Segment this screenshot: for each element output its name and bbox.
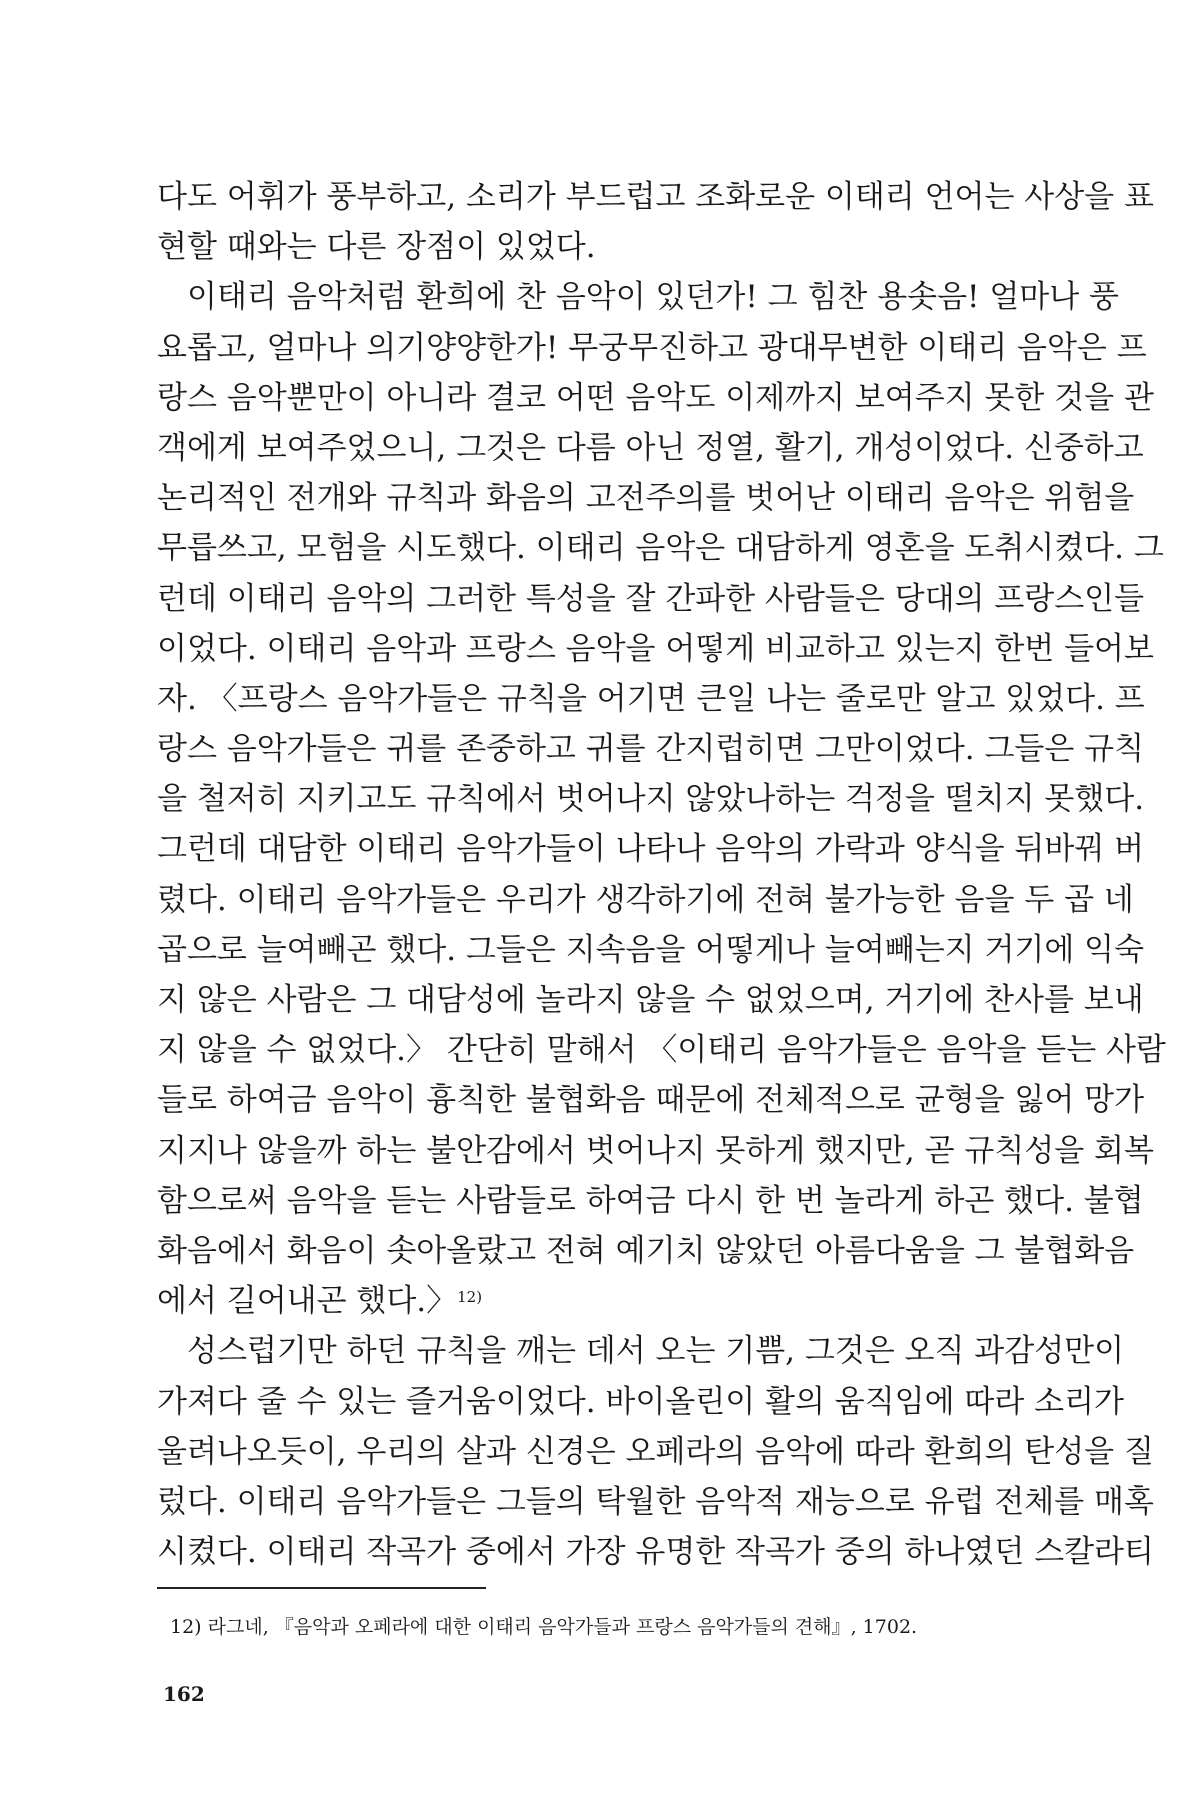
body-line: 요롭고, 얼마나 의기양양한가! 무궁무진하고 광대무변한 이태리 음악은 프	[157, 329, 1147, 366]
body-line: 시켰다. 이태리 작곡가 중에서 가장 유명한 작곡가 중의 하나였던 스칼라티	[157, 1534, 1154, 1571]
body-line: 지지나 않을까 하는 불안감에서 벗어나지 못하게 했지만, 곧 규칙성을 회복	[157, 1132, 1154, 1169]
footnote-rule	[157, 1587, 486, 1589]
paragraph-start-line: 성스럽기만 하던 규칙을 깨는 데서 오는 기쁨, 그것은 오직 과감성만이	[187, 1333, 1125, 1370]
body-line: 논리적인 전개와 규칙과 화음의 고전주의를 벗어난 이태리 음악은 위험을	[157, 480, 1135, 517]
body-line: 지 않을 수 없었다.〉 간단히 말해서 〈이태리 음악가들은 음악을 듣는 사람	[157, 1032, 1166, 1069]
body-line: 렸다. 이태리 음악가들은 우리가 생각하기에 전혀 불가능한 음을 두 곱 네	[157, 881, 1134, 918]
body-line: 울려나오듯이, 우리의 살과 신경은 오페라의 음악에 따라 환희의 탄성을 질	[157, 1433, 1154, 1470]
footnote-ref: 12)	[457, 1288, 483, 1307]
body-line: 지 않은 사람은 그 대담성에 놀라지 않을 수 없었으며, 거기에 찬사를 보내	[157, 982, 1144, 1018]
body-line: 다도 어휘가 풍부하고, 소리가 부드럽고 조화로운 이태리 언어는 사상을 표	[157, 179, 1154, 215]
body-line: 함으로써 음악을 듣는 사람들로 하여금 다시 한 번 놀라게 하곤 했다. 불협	[157, 1182, 1144, 1219]
body-line: 들로 하여금 음악이 흉칙한 불협화음 때문에 전체적으로 균형을 잃어 망가	[157, 1082, 1145, 1119]
body-line: 랑스 음악가들은 귀를 존중하고 귀를 간지럽히면 그만이었다. 그들은 규칙	[157, 731, 1145, 768]
body-line-with-footnote-ref	[157, 1276, 1037, 1326]
body-line: 현할 때와는 다른 장점이 있었다.	[157, 229, 596, 266]
body-line: 객에게 보여주었으니, 그것은 다름 아닌 정열, 활기, 개성이었다. 신중하고	[157, 429, 1144, 466]
body-line: 그런데 대담한 이태리 음악가들이 나타나 음악의 가락과 양식을 뒤바꿔 버	[157, 831, 1145, 868]
body-line: 을 철저히 지키고도 규칙에서 벗어나지 않았나하는 걱정을 떨치지 못했다.	[157, 781, 1145, 818]
body-line: 자. 〈프랑스 음악가들은 규칙을 어기면 큰일 나는 줄로만 알고 있었다. 프	[157, 680, 1145, 717]
paragraph-start-line: 이태리 음악처럼 환희에 찬 음악이 있던가! 그 힘찬 용솟음! 얼마나 풍	[187, 279, 1119, 316]
body-line: 곱으로 늘여빼곤 했다. 그들은 지속음을 어떻게나 늘여빼는지 거기에 익숙	[157, 931, 1145, 968]
body-line: 화음에서 화음이 솟아올랐고 전혀 예기치 않았던 아름다움을 그 불협화음	[157, 1232, 1135, 1269]
body-line: 이었다. 이태리 음악과 프랑스 음악을 어떻게 비교하고 있는지 한번 들어보	[157, 630, 1154, 667]
body-line: 가져다 줄 수 있는 즐거움이었다. 바이올린이 활의 움직임에 따라 소리가	[157, 1383, 1124, 1420]
footnote-text: 12) 라그네, 『음악과 오페라에 대한 이태리 음악가들과 프랑스 음악가들의 견해』, 1702.	[170, 1616, 918, 1638]
body-line: 랑스 음악뿐만이 아니라 결코 어떤 음악도 이제까지 보여주지 못한 것을 관	[157, 379, 1154, 416]
body-line: 런데 이태리 음악의 그러한 특성을 잘 간파한 사람들은 당대의 프랑스인들	[157, 580, 1145, 617]
page-number: 162	[163, 1682, 205, 1706]
body-line-text: 에서 길어내곤 했다.〉	[157, 1283, 458, 1320]
body-line: 무릅쓰고, 모험을 시도했다. 이태리 음악은 대담하게 영혼을 도취시켰다. 그	[157, 530, 1164, 567]
body-line: 렀다. 이태리 음악가들은 그들의 탁월한 음악적 재능으로 유럽 전체를 매혹	[157, 1483, 1154, 1520]
page-body	[157, 172, 1166, 1577]
